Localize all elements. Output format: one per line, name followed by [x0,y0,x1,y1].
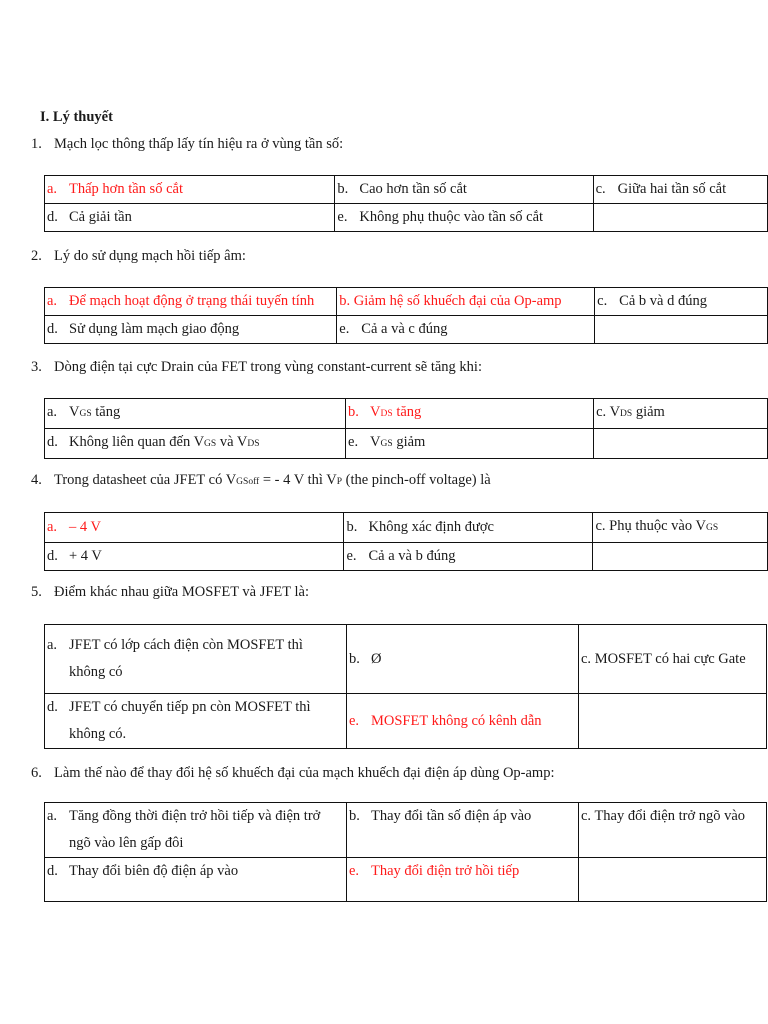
options-table-4 [44,512,768,571]
option-c[interactable]: c. Phụ thuộc vào VGS [593,513,768,543]
question-number: 1. [31,136,42,152]
option-b[interactable]: b. Thay đổi tần số điện áp vào [347,803,579,858]
empty-cell [593,204,767,232]
question-number: 5. [31,584,42,600]
empty-cell [595,316,768,344]
option-e[interactable]: e. Cả a và b đúng [344,543,593,571]
options-table-5 [44,624,767,749]
question-3 [31,359,482,376]
option-c[interactable]: c. Giữa hai tần số cắt [593,176,767,204]
question-text: Mạch lọc thông thấp lấy tín hiệu ra ở vùng tần số: [54,136,344,152]
empty-cell [593,543,768,571]
option-e[interactable]: e. VGS giảm [346,429,594,459]
option-b[interactable]: b. Giảm hệ số khuếch đại của Op-amp [337,288,595,316]
section-title: I. Lý thuyết [40,109,113,125]
option-d[interactable]: d. Sử dụng làm mạch giao động [45,316,337,344]
question-number: 2. [31,248,42,264]
question-1 [31,136,343,153]
option-c[interactable]: c. MOSFET có hai cực Gate [579,625,767,694]
option-a[interactable]: a. Để mạch hoạt động ở trạng thái tuyến tính [45,288,337,316]
option-b[interactable]: b. Ø [347,625,579,694]
option-e[interactable]: e. Không phụ thuộc vào tần số cắt [335,204,593,232]
empty-cell [594,429,768,459]
empty-cell [579,694,767,749]
option-d[interactable]: d. Không liên quan đến VGS và VDS [45,429,346,459]
option-a[interactable]: a. – 4 V [45,513,344,543]
question-number: 4. [31,472,42,488]
question-text: Làm thế nào để thay đổi hệ số khuếch đại của mạch khuếch đại điện áp dùng Op-amp: [54,765,555,781]
option-e[interactable]: e. Cả a và c đúng [337,316,595,344]
question-text: Dòng điện tại cực Drain của FET trong vùng constant-current sẽ tăng khi: [54,359,482,375]
question-2 [31,248,246,265]
question-number: 6. [31,765,42,781]
option-a[interactable]: a. Tăng đồng thời điện trở hồi tiếp và điện trở ngõ vào lên gấp đôi [45,803,347,858]
question-5 [31,584,309,601]
options-table-1 [44,175,768,232]
option-d[interactable]: d. + 4 V [45,543,344,571]
question-text: Trong datasheet của JFET có VGSoff = - 4 V thì VP (the pinch-off voltage) là [54,472,491,488]
option-a[interactable]: a. JFET có lớp cách điện còn MOSFET thì không có [45,625,347,694]
option-c[interactable]: c. Thay đổi điện trở ngõ vào [579,803,767,858]
option-b[interactable]: b. VDS tăng [346,399,594,429]
option-b[interactable]: b. Không xác định được [344,513,593,543]
question-text: Lý do sử dụng mạch hồi tiếp âm: [54,248,246,264]
question-6 [31,765,555,782]
option-c[interactable]: c. Cả b và d đúng [595,288,768,316]
option-d[interactable]: d. JFET có chuyển tiếp pn còn MOSFET thì không có. [45,694,347,749]
empty-cell [579,858,767,902]
options-table-6 [44,802,767,902]
option-a[interactable]: a. VGS tăng [45,399,346,429]
question-text: Điểm khác nhau giữa MOSFET và JFET là: [54,584,310,600]
question-number: 3. [31,359,42,375]
option-e[interactable]: e. Thay đổi điện trở hồi tiếp [347,858,579,902]
option-e[interactable]: e. MOSFET không có kênh dẫn [347,694,579,749]
option-a[interactable]: a. Thấp hơn tần số cắt [45,176,335,204]
options-table-2 [44,287,768,344]
question-4 [31,472,491,489]
option-d[interactable]: d. Cả giải tần [45,204,335,232]
option-d[interactable]: d. Thay đổi biên độ điện áp vào [45,858,347,902]
options-table-3 [44,398,768,459]
option-c[interactable]: c. VDS giảm [594,399,768,429]
option-b[interactable]: b. Cao hơn tần số cắt [335,176,593,204]
